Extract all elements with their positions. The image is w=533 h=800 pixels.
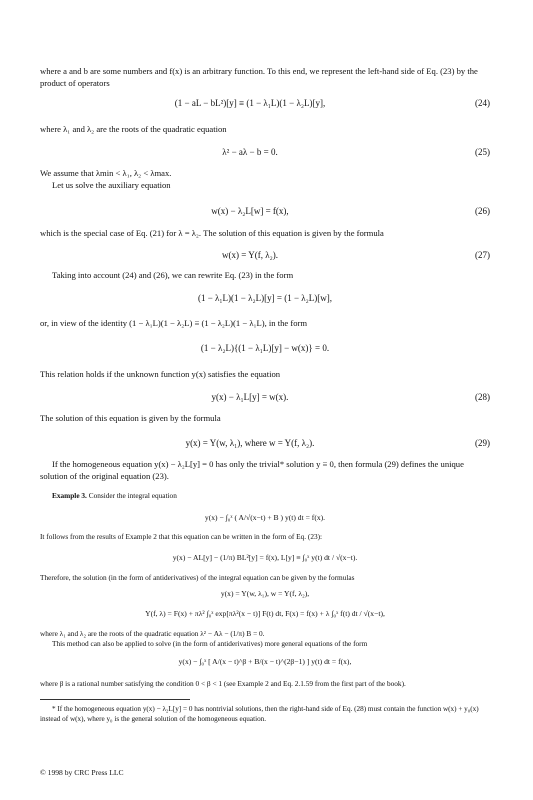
footnote-divider xyxy=(40,699,190,700)
example-equation-2: y(x) − AL[y] − (1/π) BL²[y] = f(x), L[y] ≡ ∫₀ˣ y(t) dt / √(x−t). xyxy=(172,553,358,562)
paragraph-identity: or, in view of the identity (1 − λ₁L)(1 − λ₂L) ≡ (1 − λ₂L)(1 − λ₁L), in the form xyxy=(40,318,308,328)
footnote: * If the homogeneous equation y(x) − λ₂L[y] = 0 has nontrivial solutions, then the right-hand side of Eq. (28) must contain the function w(x) + y₀(x) instead of w(x), where y₀ is the general solution of the homogeneous equation. xyxy=(40,705,479,723)
equation-product xyxy=(40,291,490,305)
paragraph-auxiliary: Let us solve the auxiliary equation xyxy=(52,180,171,190)
equation-28 xyxy=(40,390,490,404)
example-3-label: Example 3. xyxy=(52,491,87,500)
paragraph-rewrite: Taking into account (24) and (26), we can rewrite Eq. (23) in the form xyxy=(52,270,294,280)
equation-product-body: (1 − λ₁L)(1 − λ₂L)[y] = (1 − λ₂L)[w], xyxy=(197,293,333,303)
equation-24 xyxy=(40,96,490,110)
paragraph-intro: where a and b are some numbers and f(x) is an arbitrary function. To this end, we represent the left-hand side of Eq. (23) by the product of operators xyxy=(40,66,478,88)
example-equation-5: y(x) − ∫₀ˣ [ A/(x − t)^β + B/(x − t)^(2β−1) ] y(t) dt = f(x), xyxy=(178,657,352,666)
example-paragraph-5: where β is a rational number satisfying the condition 0 < β < 1 (see Example 2 and Eq. 2.1.59 from the first part of the book). xyxy=(40,679,406,688)
paragraph-assumption: We assume that λmin < λ₁, λ₂ < λmax. xyxy=(40,168,172,178)
paragraph-roots: where λ₁ and λ₂ are the roots of the quadratic equation xyxy=(40,124,227,134)
paragraph-homogeneous: If the homogeneous equation y(x) − λ₂L[y] = 0 has only the trivial* solution y ≡ 0, then formula (29) defines the unique solution of the original equation (23). xyxy=(40,459,464,481)
example-paragraph-4: This method can also be applied to solve (in the form of antiderivatives) more general equations of the form xyxy=(52,639,368,648)
equation-braced xyxy=(40,341,490,355)
equation-24-number: (24) xyxy=(475,98,490,108)
equation-27-body: w(x) = Y(f, λ₂). xyxy=(222,250,278,260)
example-paragraph-2: Therefore, the solution (in the form of antiderivatives) of the integral equation can be given by the formulas xyxy=(40,573,355,582)
example-equation-3: y(x) = Y(w, λ₁), w = Y(f, λ₂), xyxy=(220,589,310,598)
equation-27-number: (27) xyxy=(475,250,490,260)
example-equation-1: y(x) − ∫₀ˣ ( A/√(x−t) + B ) y(t) dt = f(x). xyxy=(204,513,326,522)
paragraph-solution: The solution of this equation is given by the formula xyxy=(40,413,221,423)
copyright-notice: © 1998 by CRC Press LLC xyxy=(40,768,124,777)
equation-26-body: w(x) − λ₂L[w] = f(x), xyxy=(211,206,289,216)
equation-26-number: (26) xyxy=(475,206,490,216)
equation-25-body: λ² − aλ − b = 0. xyxy=(222,147,278,157)
equation-25-number: (25) xyxy=(475,147,490,157)
equation-28-body: y(x) − λ₁L[y] = w(x). xyxy=(211,392,289,402)
example-3-intro-text: Consider the integral equation xyxy=(88,491,177,500)
example-paragraph-1: It follows from the results of Example 2 that this equation can be written in the form of Eq. (23): xyxy=(40,532,323,541)
example-3-intro xyxy=(40,491,490,501)
example-paragraph-3: where λ₁ and λ₂ are the roots of the quadratic equation λ² − Aλ − (1/π) B = 0. xyxy=(40,629,265,638)
equation-26 xyxy=(40,204,490,218)
example-equation-4: Y(f, λ) = F(x) + πλ² ∫₀ˣ exp[πλ²(x − t)] F(t) dt, F(x) = f(x) + λ ∫₀ˣ f(t) dt / √(x−t), xyxy=(145,609,385,618)
paragraph-special-case: which is the special case of Eq. (21) for λ = λ₂. The solution of this equation is given by the formula xyxy=(40,228,384,238)
paragraph-relation: This relation holds if the unknown function y(x) satisfies the equation xyxy=(40,369,281,379)
equation-27 xyxy=(40,248,490,262)
equation-29-body: y(x) = Y(w, λ₁), where w = Y(f, λ₂). xyxy=(185,438,315,448)
equation-braced-body: (1 − λ₂L){(1 − λ₁L)[y] − w(x)} = 0. xyxy=(200,343,330,353)
equation-24-body: (1 − aL − bL²)[y] ≡ (1 − λ₁L)(1 − λ₂L)[y], xyxy=(174,98,326,108)
equation-29 xyxy=(40,436,490,450)
equation-25 xyxy=(40,145,490,159)
equation-29-number: (29) xyxy=(475,438,490,448)
equation-28-number: (28) xyxy=(475,392,490,402)
